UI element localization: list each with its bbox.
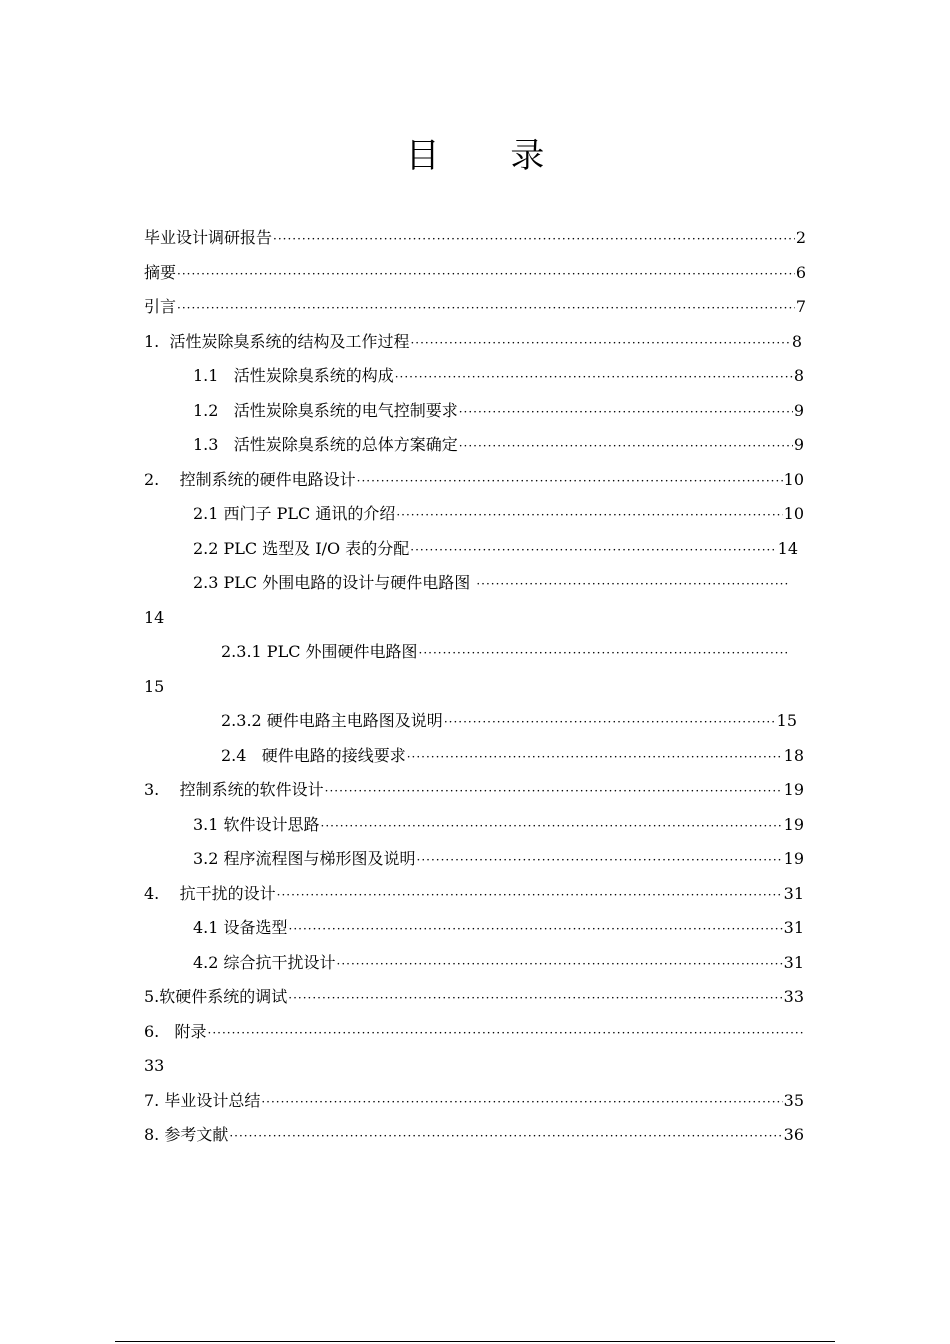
toc-entry-text: 6. 附录: [144, 1021, 207, 1041]
toc-row: [0, 635, 950, 670]
footer-rule: [115, 1341, 835, 1342]
toc-entry[interactable]: [221, 739, 804, 775]
toc-entry-text: 引言: [144, 297, 177, 316]
toc-entry[interactable]: [144, 1118, 804, 1154]
toc-row: [0, 428, 950, 463]
toc-entry-text: 2.3.2 硬件电路主电路图及说明: [221, 711, 443, 730]
toc-page-number: 14: [777, 538, 798, 558]
dot-leader: [417, 843, 783, 878]
toc-row: [0, 359, 950, 394]
toc-page-number: 7: [795, 297, 806, 316]
toc-row: [0, 497, 950, 532]
toc-entry-text: 3. 控制系统的软件设计: [144, 780, 324, 799]
toc-row: [0, 256, 950, 291]
toc-entry-text: 2.4 硬件电路的接线要求: [221, 745, 406, 765]
toc-entry-text: 2.3.1 PLC 外围硬件电路图: [221, 642, 418, 661]
toc-entry-text: 2.2 PLC 选型及 I/O 表的分配: [193, 538, 410, 558]
toc-page-number: 8: [791, 331, 802, 351]
toc-entry-text: 4.2 综合抗干扰设计: [193, 952, 336, 972]
dot-leader: [337, 947, 783, 982]
toc-page-number: 6: [795, 262, 806, 282]
dot-leader: [395, 360, 793, 395]
toc-entry[interactable]: [144, 773, 804, 809]
toc-entry-text: 2.3 PLC 外围电路的设计与硬件电路图: [193, 573, 476, 592]
dot-leader: [476, 567, 789, 602]
toc-entry[interactable]: [193, 911, 804, 947]
toc-page-number: 19: [783, 849, 804, 868]
toc-entry[interactable]: [193, 359, 804, 395]
toc-page-number: 14: [144, 607, 165, 627]
dot-leader: [410, 326, 790, 361]
toc-entry-text: 2.1 西门子 PLC 通讯的介绍: [193, 504, 396, 523]
toc-page-number: 33: [144, 1056, 165, 1075]
toc-row: [0, 808, 950, 843]
toc-entry[interactable]: [193, 566, 790, 602]
toc-row: [0, 773, 950, 808]
toc-page-number: 8: [793, 366, 804, 385]
toc-entry-text: 4. 抗干扰的设计: [144, 883, 276, 903]
dot-leader: [325, 774, 783, 809]
toc-entry[interactable]: [221, 704, 797, 740]
dot-leader: [459, 395, 793, 430]
toc-entry-text: 3.1 软件设计思路: [193, 814, 320, 834]
toc-page-number: 9: [793, 400, 804, 420]
toc-page-number: 15: [776, 711, 797, 730]
dot-leader: [261, 1085, 782, 1120]
toc-entry-text: 8. 参考文献: [144, 1125, 229, 1144]
toc-entry-text: 4.1 设备选型: [193, 918, 288, 937]
toc-page-number: 19: [783, 814, 804, 834]
toc-row: [0, 946, 950, 981]
toc-page-number: 10: [783, 504, 804, 523]
dot-leader: [208, 1016, 803, 1051]
toc-page-number: 9: [793, 435, 804, 454]
toc-entry[interactable]: [144, 221, 806, 257]
dot-leader: [396, 498, 782, 533]
dot-leader: [321, 809, 783, 844]
toc-entry-text: 1. 活性炭除臭系统的结构及工作过程: [144, 331, 410, 351]
toc-entry-text: 1.1 活性炭除臭系统的构成: [193, 366, 394, 385]
toc-row-wrap: [0, 1049, 950, 1084]
toc-row: [0, 704, 950, 739]
toc-entry[interactable]: [193, 497, 804, 533]
toc-entry-text: 摘要: [144, 262, 177, 282]
toc-entry-text: 3.2 程序流程图与梯形图及说明: [193, 849, 416, 868]
toc-entry[interactable]: [193, 532, 798, 568]
toc-entry-text: 1.3 活性炭除臭系统的总体方案确定: [193, 435, 458, 454]
toc-entry[interactable]: [144, 877, 804, 913]
toc-page-number: 15: [144, 676, 165, 696]
toc-list: [0, 221, 950, 1153]
page-title: 目 录: [405, 136, 575, 176]
dot-leader: [229, 1119, 782, 1154]
toc-entry[interactable]: [193, 946, 804, 982]
toc-entry-text: 7. 毕业设计总结: [144, 1090, 261, 1110]
toc-page-number: 36: [783, 1125, 804, 1144]
dot-leader: [407, 740, 783, 775]
dot-leader: [459, 429, 793, 464]
toc-row: [0, 1118, 950, 1153]
toc-page-number: 19: [783, 780, 804, 799]
toc-page-number: 31: [783, 952, 804, 972]
dot-leader: [288, 981, 782, 1016]
dot-leader: [289, 912, 783, 947]
toc-row: [0, 394, 950, 429]
toc-entry[interactable]: [144, 256, 806, 292]
toc-page-number: 10: [783, 469, 804, 489]
toc-page-number: 31: [783, 883, 804, 903]
toc-entry[interactable]: [193, 428, 804, 464]
toc-row: [0, 221, 950, 256]
toc-row: [0, 532, 950, 567]
toc-row-wrap: [0, 601, 950, 636]
toc-row: [0, 566, 950, 601]
toc-entry[interactable]: [221, 635, 790, 671]
toc-row: [0, 877, 950, 912]
toc-entry[interactable]: [144, 1015, 804, 1051]
dot-leader: [177, 291, 795, 326]
toc-entry-text: 5.软硬件系统的调试: [144, 987, 288, 1006]
toc-row: [0, 290, 950, 325]
dot-leader: [277, 878, 783, 913]
toc-page-number: 31: [783, 918, 804, 937]
toc-row: [0, 1084, 950, 1119]
toc-row: [0, 463, 950, 498]
dot-leader: [444, 705, 776, 740]
toc-page-number: 35: [783, 1090, 804, 1110]
toc-entry-text: 2. 控制系统的硬件电路设计: [144, 469, 356, 489]
dot-leader: [273, 222, 795, 257]
toc-row: [0, 325, 950, 360]
toc-entry[interactable]: [144, 1084, 804, 1120]
toc-page-number: 2: [795, 228, 806, 247]
toc-entry[interactable]: [193, 394, 804, 430]
dot-leader: [357, 464, 783, 499]
toc-row: [0, 739, 950, 774]
dot-leader: [410, 533, 776, 568]
dot-leader: [419, 636, 789, 671]
toc-entry-text: 毕业设计调研报告: [144, 228, 273, 247]
dot-leader: [177, 257, 795, 292]
toc-entry-text: 1.2 活性炭除臭系统的电气控制要求: [193, 400, 458, 420]
toc-row: [0, 842, 950, 877]
toc-entry[interactable]: [144, 463, 804, 499]
toc-entry[interactable]: [144, 290, 806, 326]
toc-entry[interactable]: [144, 980, 804, 1016]
toc-page-number: 33: [783, 987, 804, 1006]
toc-row: [0, 1015, 950, 1050]
toc-row-wrap: [0, 670, 950, 705]
toc-page-number: 18: [783, 745, 804, 765]
toc-entry[interactable]: [193, 842, 804, 878]
toc-row: [0, 911, 950, 946]
toc-entry[interactable]: [193, 808, 804, 844]
toc-entry[interactable]: [144, 325, 802, 361]
toc-row: [0, 980, 950, 1015]
